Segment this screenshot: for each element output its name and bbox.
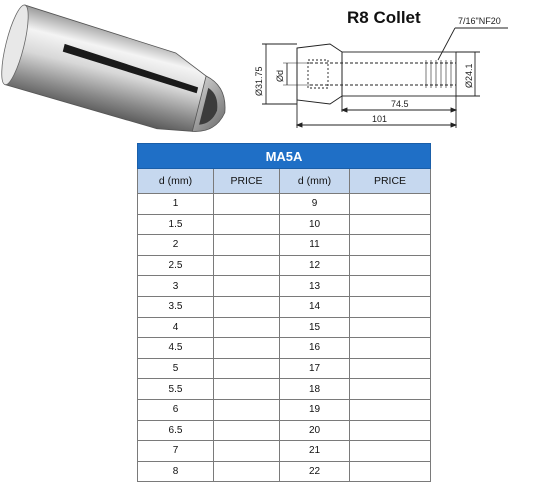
table-row <box>138 214 431 235</box>
table-row <box>138 276 431 297</box>
price-cell <box>214 379 280 400</box>
diameter-cell: 2.5 <box>138 255 214 276</box>
price-cell <box>214 296 280 317</box>
diameter-cell: 18 <box>280 379 350 400</box>
collet-drawing <box>250 0 548 140</box>
diameter-cell: 21 <box>280 441 350 462</box>
table-row <box>138 420 431 441</box>
diameter-cell: 8 <box>138 461 214 482</box>
price-cell <box>214 461 280 482</box>
table-row <box>138 379 431 400</box>
diameter-cell: 19 <box>280 399 350 420</box>
diameter-cell: 5 <box>138 358 214 379</box>
diameter-cell: 12 <box>280 255 350 276</box>
col-header-price: PRICE <box>350 169 431 194</box>
col-header-d: d (mm) <box>138 169 214 194</box>
price-cell <box>350 338 431 359</box>
price-cell <box>214 441 280 462</box>
model-header: MA5A <box>138 144 431 169</box>
price-cell <box>350 296 431 317</box>
price-cell <box>350 214 431 235</box>
price-cell <box>214 214 280 235</box>
price-cell <box>350 194 431 215</box>
price-cell <box>350 441 431 462</box>
diameter-cell: 7 <box>138 441 214 462</box>
price-cell <box>350 255 431 276</box>
diameter-cell: 4.5 <box>138 338 214 359</box>
price-cell <box>214 317 280 338</box>
price-cell <box>214 194 280 215</box>
price-table <box>137 143 431 482</box>
diameter-cell: 9 <box>280 194 350 215</box>
thread-label: 7/16"NF20 <box>458 16 501 26</box>
price-cell <box>350 399 431 420</box>
price-cell <box>214 235 280 256</box>
price-cell <box>350 317 431 338</box>
diameter-cell: 16 <box>280 338 350 359</box>
diameter-cell: 2 <box>138 235 214 256</box>
dim-inner-label: Ø24.1 <box>464 63 474 88</box>
col-header-price: PRICE <box>214 169 280 194</box>
table-row <box>138 399 431 420</box>
price-cell <box>214 338 280 359</box>
table-row <box>138 235 431 256</box>
page-title: R8 Collet <box>347 8 421 27</box>
diameter-cell: 10 <box>280 214 350 235</box>
diameter-cell: 11 <box>280 235 350 256</box>
table-row <box>138 441 431 462</box>
dim-outer-label: Ø31.75 <box>254 66 264 96</box>
table-row <box>138 358 431 379</box>
table-row <box>138 194 431 215</box>
diameter-cell: 22 <box>280 461 350 482</box>
diameter-cell: 13 <box>280 276 350 297</box>
price-cell <box>350 276 431 297</box>
diameter-cell: 20 <box>280 420 350 441</box>
diameter-cell: 3 <box>138 276 214 297</box>
price-cell <box>214 276 280 297</box>
price-cell <box>214 420 280 441</box>
dim-bore-label: Ød <box>275 69 285 82</box>
price-cell <box>214 358 280 379</box>
diameter-cell: 6 <box>138 399 214 420</box>
diameter-cell: 3.5 <box>138 296 214 317</box>
table-row <box>138 296 431 317</box>
diameter-cell: 17 <box>280 358 350 379</box>
price-cell <box>350 461 431 482</box>
diameter-cell: 6.5 <box>138 420 214 441</box>
diameter-cell: 15 <box>280 317 350 338</box>
price-cell <box>350 235 431 256</box>
table-row <box>138 338 431 359</box>
dim-length-total: 101 <box>372 114 388 124</box>
price-cell <box>350 358 431 379</box>
diameter-cell: 1 <box>138 194 214 215</box>
price-cell <box>214 255 280 276</box>
collet-photo <box>0 0 250 140</box>
price-cell <box>350 379 431 400</box>
price-cell <box>214 399 280 420</box>
col-header-d: d (mm) <box>280 169 350 194</box>
table-row <box>138 317 431 338</box>
price-cell <box>350 420 431 441</box>
diameter-cell: 1.5 <box>138 214 214 235</box>
diameter-cell: 14 <box>280 296 350 317</box>
table-row <box>138 461 431 482</box>
dim-length-short: 74.5 <box>391 99 409 109</box>
diameter-cell: 5.5 <box>138 379 214 400</box>
table-row <box>138 255 431 276</box>
diameter-cell: 4 <box>138 317 214 338</box>
